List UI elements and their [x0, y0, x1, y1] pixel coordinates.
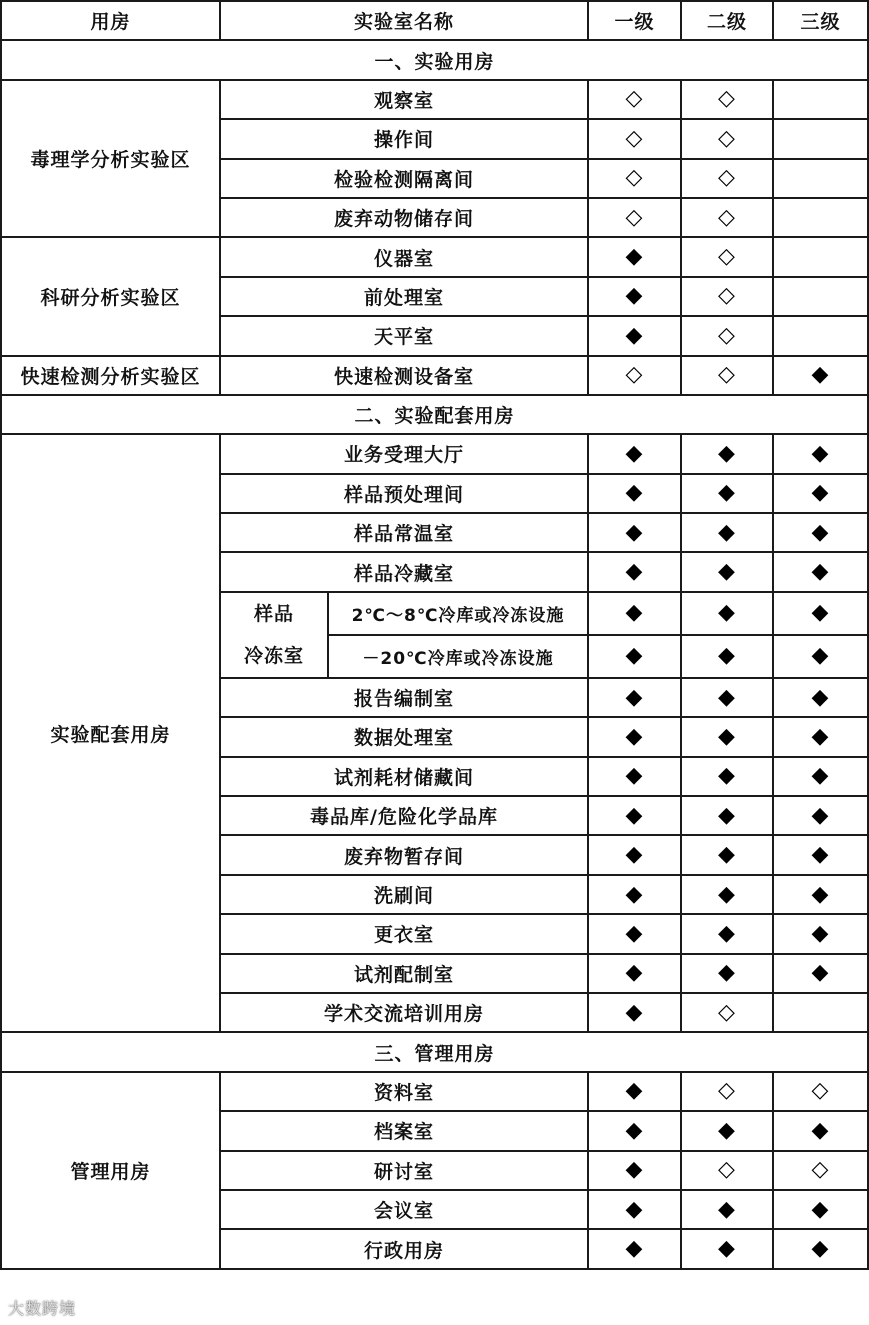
filled-diamond-icon: ◆ [625, 600, 644, 626]
level-3-cell [773, 513, 868, 552]
section-row [1, 1032, 868, 1071]
level-3-cell [773, 552, 868, 591]
level-3-cell [773, 119, 868, 158]
level-1-cell [588, 198, 681, 237]
hollow-diamond-icon: ◇ [811, 1078, 830, 1104]
room-name: 废弃物暂存间 [220, 835, 588, 874]
filled-diamond-icon: ◆ [625, 519, 644, 545]
level-3-cell [773, 717, 868, 756]
hollow-diamond-icon: ◇ [625, 204, 644, 230]
room-name: 研讨室 [220, 1151, 588, 1190]
filled-diamond-icon: ◆ [625, 643, 644, 669]
level-2-cell [681, 1111, 773, 1150]
watermark-text: 大数跨境 [8, 1299, 77, 1318]
room-name: 样品冷藏室 [220, 552, 588, 591]
room-name: 样品常温室 [220, 513, 588, 552]
level-1-cell [588, 316, 681, 355]
header-row [1, 1, 868, 40]
level-1-cell [588, 513, 681, 552]
level-1-cell [588, 835, 681, 874]
level-2-cell [681, 80, 773, 119]
hollow-diamond-icon: ◇ [718, 322, 736, 348]
room-name: －20℃冷库或冷冻设施 [328, 635, 588, 678]
hollow-diamond-icon: ◇ [625, 125, 644, 151]
room-name: 试剂耗材储藏间 [220, 757, 588, 796]
filled-diamond-icon: ◆ [718, 1117, 736, 1143]
level-3-cell [773, 1229, 868, 1268]
room-name: 学术交流培训用房 [220, 993, 588, 1032]
level-2-cell [681, 434, 773, 473]
filled-diamond-icon: ◆ [718, 600, 736, 626]
filled-diamond-icon: ◆ [811, 559, 830, 585]
level-3-cell [773, 1072, 868, 1111]
filled-diamond-icon: ◆ [811, 920, 830, 946]
level-1-cell [588, 875, 681, 914]
level-1-cell [588, 1072, 681, 1111]
filled-diamond-icon: ◆ [625, 920, 644, 946]
level-1-cell [588, 635, 681, 678]
room-name: 报告编制室 [220, 678, 588, 717]
filled-diamond-icon: ◆ [811, 1117, 830, 1143]
group-label: 快速检测分析实验区 [1, 356, 220, 395]
room-name: 毒品库/危险化学品库 [220, 796, 588, 835]
filled-diamond-icon: ◆ [625, 842, 644, 868]
section-row [1, 395, 868, 434]
level-1-cell [588, 954, 681, 993]
level-1-cell [588, 914, 681, 953]
level-1-cell [588, 757, 681, 796]
table-body [1, 40, 868, 1268]
level-3-cell [773, 356, 868, 395]
room-name: 样品预处理间 [220, 474, 588, 513]
level-2-cell [681, 316, 773, 355]
room-name: 档案室 [220, 1111, 588, 1150]
filled-diamond-icon: ◆ [625, 1117, 644, 1143]
room-name: 资料室 [220, 1072, 588, 1111]
filled-diamond-icon: ◆ [625, 684, 644, 710]
filled-diamond-icon: ◆ [718, 763, 736, 789]
level-3-cell [773, 914, 868, 953]
header-room: 用房 [1, 1, 220, 40]
filled-diamond-icon: ◆ [625, 1078, 644, 1104]
filled-diamond-icon: ◆ [811, 600, 830, 626]
level-1-cell [588, 356, 681, 395]
hollow-diamond-icon: ◇ [718, 1157, 736, 1183]
level-3-cell [773, 635, 868, 678]
level-3-cell [773, 316, 868, 355]
level-1-cell [588, 592, 681, 635]
filled-diamond-icon: ◆ [811, 842, 830, 868]
filled-diamond-icon: ◆ [811, 802, 830, 828]
hollow-diamond-icon: ◇ [718, 362, 736, 388]
level-3-cell [773, 678, 868, 717]
level-2-cell [681, 159, 773, 198]
level-1-cell [588, 796, 681, 835]
room-name: 更衣室 [220, 914, 588, 953]
level-2-cell [681, 513, 773, 552]
level-3-cell [773, 835, 868, 874]
level-1-cell [588, 434, 681, 473]
hollow-diamond-icon: ◇ [718, 1078, 736, 1104]
filled-diamond-icon: ◆ [718, 881, 736, 907]
hollow-diamond-icon: ◇ [718, 204, 736, 230]
level-2-cell [681, 552, 773, 591]
room-name: 观察室 [220, 80, 588, 119]
level-2-cell [681, 474, 773, 513]
room-name: 前处理室 [220, 277, 588, 316]
room-name: 业务受理大厅 [220, 434, 588, 473]
hollow-diamond-icon: ◇ [718, 125, 736, 151]
level-2-cell [681, 237, 773, 276]
filled-diamond-icon: ◆ [718, 559, 736, 585]
header-level-2: 二级 [681, 1, 773, 40]
room-name: 会议室 [220, 1190, 588, 1229]
filled-diamond-icon: ◆ [625, 1236, 644, 1262]
level-2-cell [681, 592, 773, 635]
room-name: 仪器室 [220, 237, 588, 276]
filled-diamond-icon: ◆ [718, 440, 736, 466]
level-3-cell [773, 1111, 868, 1150]
table-row [1, 356, 868, 395]
hollow-diamond-icon: ◇ [718, 999, 736, 1025]
filled-diamond-icon: ◆ [718, 920, 736, 946]
filled-diamond-icon: ◆ [811, 1196, 830, 1222]
level-1-cell [588, 717, 681, 756]
level-1-cell [588, 277, 681, 316]
level-1-cell [588, 552, 681, 591]
level-3-cell [773, 159, 868, 198]
room-name: 2℃～8℃冷库或冷冻设施 [328, 592, 588, 635]
level-1-cell [588, 237, 681, 276]
filled-diamond-icon: ◆ [625, 480, 644, 506]
level-2-cell [681, 635, 773, 678]
filled-diamond-icon: ◆ [625, 1157, 644, 1183]
filled-diamond-icon: ◆ [811, 1236, 830, 1262]
filled-diamond-icon: ◆ [625, 723, 644, 749]
level-2-cell [681, 757, 773, 796]
filled-diamond-icon: ◆ [625, 960, 644, 986]
group-label: 毒理学分析实验区 [1, 80, 220, 238]
level-2-cell [681, 678, 773, 717]
room-name: 检验检测隔离间 [220, 159, 588, 198]
hollow-diamond-icon: ◇ [625, 165, 644, 191]
room-name: 废弃动物储存间 [220, 198, 588, 237]
level-2-cell [681, 1072, 773, 1111]
filled-diamond-icon: ◆ [718, 643, 736, 669]
hollow-diamond-icon: ◇ [625, 362, 644, 388]
level-2-cell [681, 914, 773, 953]
filled-diamond-icon: ◆ [625, 244, 644, 270]
level-1-cell [588, 1229, 681, 1268]
filled-diamond-icon: ◆ [811, 519, 830, 545]
room-name: 洗刷间 [220, 875, 588, 914]
room-name: 天平室 [220, 316, 588, 355]
filled-diamond-icon: ◆ [811, 881, 830, 907]
level-3-cell [773, 796, 868, 835]
section-title: 一、实验用房 [1, 40, 868, 79]
filled-diamond-icon: ◆ [718, 519, 736, 545]
filled-diamond-icon: ◆ [718, 802, 736, 828]
group-label: 科研分析实验区 [1, 237, 220, 355]
level-1-cell [588, 1111, 681, 1150]
sub-category-line-2: 冷冻室 [243, 644, 304, 667]
section-title: 二、实验配套用房 [1, 395, 868, 434]
level-2-cell [681, 1190, 773, 1229]
level-3-cell [773, 757, 868, 796]
filled-diamond-icon: ◆ [625, 440, 644, 466]
header-level-3: 三级 [773, 1, 868, 40]
room-name: 操作间 [220, 119, 588, 158]
level-1-cell [588, 474, 681, 513]
level-3-cell [773, 474, 868, 513]
header-level-1: 一级 [588, 1, 681, 40]
filled-diamond-icon: ◆ [811, 723, 830, 749]
filled-diamond-icon: ◆ [811, 480, 830, 506]
level-3-cell [773, 277, 868, 316]
hollow-diamond-icon: ◇ [718, 244, 736, 270]
filled-diamond-icon: ◆ [811, 440, 830, 466]
filled-diamond-icon: ◆ [718, 842, 736, 868]
room-name: 快速检测设备室 [220, 356, 588, 395]
table-row [1, 1072, 868, 1111]
level-2-cell [681, 954, 773, 993]
filled-diamond-icon: ◆ [811, 362, 830, 388]
filled-diamond-icon: ◆ [625, 999, 644, 1025]
filled-diamond-icon: ◆ [718, 1196, 736, 1222]
filled-diamond-icon: ◆ [625, 283, 644, 309]
table-row [1, 237, 868, 276]
level-3-cell [773, 434, 868, 473]
hollow-diamond-icon: ◇ [718, 165, 736, 191]
level-2-cell [681, 717, 773, 756]
table-row [1, 80, 868, 119]
level-1-cell [588, 80, 681, 119]
level-2-cell [681, 119, 773, 158]
level-3-cell [773, 198, 868, 237]
filled-diamond-icon: ◆ [625, 763, 644, 789]
level-1-cell [588, 159, 681, 198]
group-label: 管理用房 [1, 1072, 220, 1269]
level-1-cell [588, 678, 681, 717]
section-row [1, 40, 868, 79]
filled-diamond-icon: ◆ [625, 322, 644, 348]
sub-category-line-1: 样品 [253, 602, 294, 625]
level-2-cell [681, 875, 773, 914]
filled-diamond-icon: ◆ [625, 559, 644, 585]
table-row [1, 434, 868, 473]
sub-category-label [220, 592, 328, 678]
hollow-diamond-icon: ◇ [718, 283, 736, 309]
level-1-cell [588, 119, 681, 158]
filled-diamond-icon: ◆ [625, 881, 644, 907]
level-3-cell [773, 954, 868, 993]
room-name: 数据处理室 [220, 717, 588, 756]
level-2-cell [681, 356, 773, 395]
filled-diamond-icon: ◆ [718, 1236, 736, 1262]
filled-diamond-icon: ◆ [718, 960, 736, 986]
filled-diamond-icon: ◆ [811, 763, 830, 789]
level-3-cell [773, 1151, 868, 1190]
filled-diamond-icon: ◆ [811, 684, 830, 710]
level-2-cell [681, 198, 773, 237]
level-3-cell [773, 80, 868, 119]
header-name: 实验室名称 [220, 1, 588, 40]
level-2-cell [681, 1229, 773, 1268]
level-1-cell [588, 1190, 681, 1229]
hollow-diamond-icon: ◇ [811, 1157, 830, 1183]
room-name: 试剂配制室 [220, 954, 588, 993]
level-2-cell [681, 993, 773, 1032]
level-1-cell [588, 993, 681, 1032]
filled-diamond-icon: ◆ [718, 480, 736, 506]
level-3-cell [773, 875, 868, 914]
room-name: 行政用房 [220, 1229, 588, 1268]
filled-diamond-icon: ◆ [625, 1196, 644, 1222]
hollow-diamond-icon: ◇ [625, 86, 644, 112]
filled-diamond-icon: ◆ [718, 684, 736, 710]
level-3-cell [773, 592, 868, 635]
filled-diamond-icon: ◆ [811, 643, 830, 669]
level-1-cell [588, 1151, 681, 1190]
filled-diamond-icon: ◆ [811, 960, 830, 986]
group-label: 实验配套用房 [1, 434, 220, 1032]
filled-diamond-icon: ◆ [625, 802, 644, 828]
level-2-cell [681, 796, 773, 835]
level-2-cell [681, 1151, 773, 1190]
level-3-cell [773, 993, 868, 1032]
level-2-cell [681, 277, 773, 316]
section-title: 三、管理用房 [1, 1032, 868, 1071]
level-3-cell [773, 237, 868, 276]
hollow-diamond-icon: ◇ [718, 86, 736, 112]
level-3-cell [773, 1190, 868, 1229]
filled-diamond-icon: ◆ [718, 723, 736, 749]
level-2-cell [681, 835, 773, 874]
